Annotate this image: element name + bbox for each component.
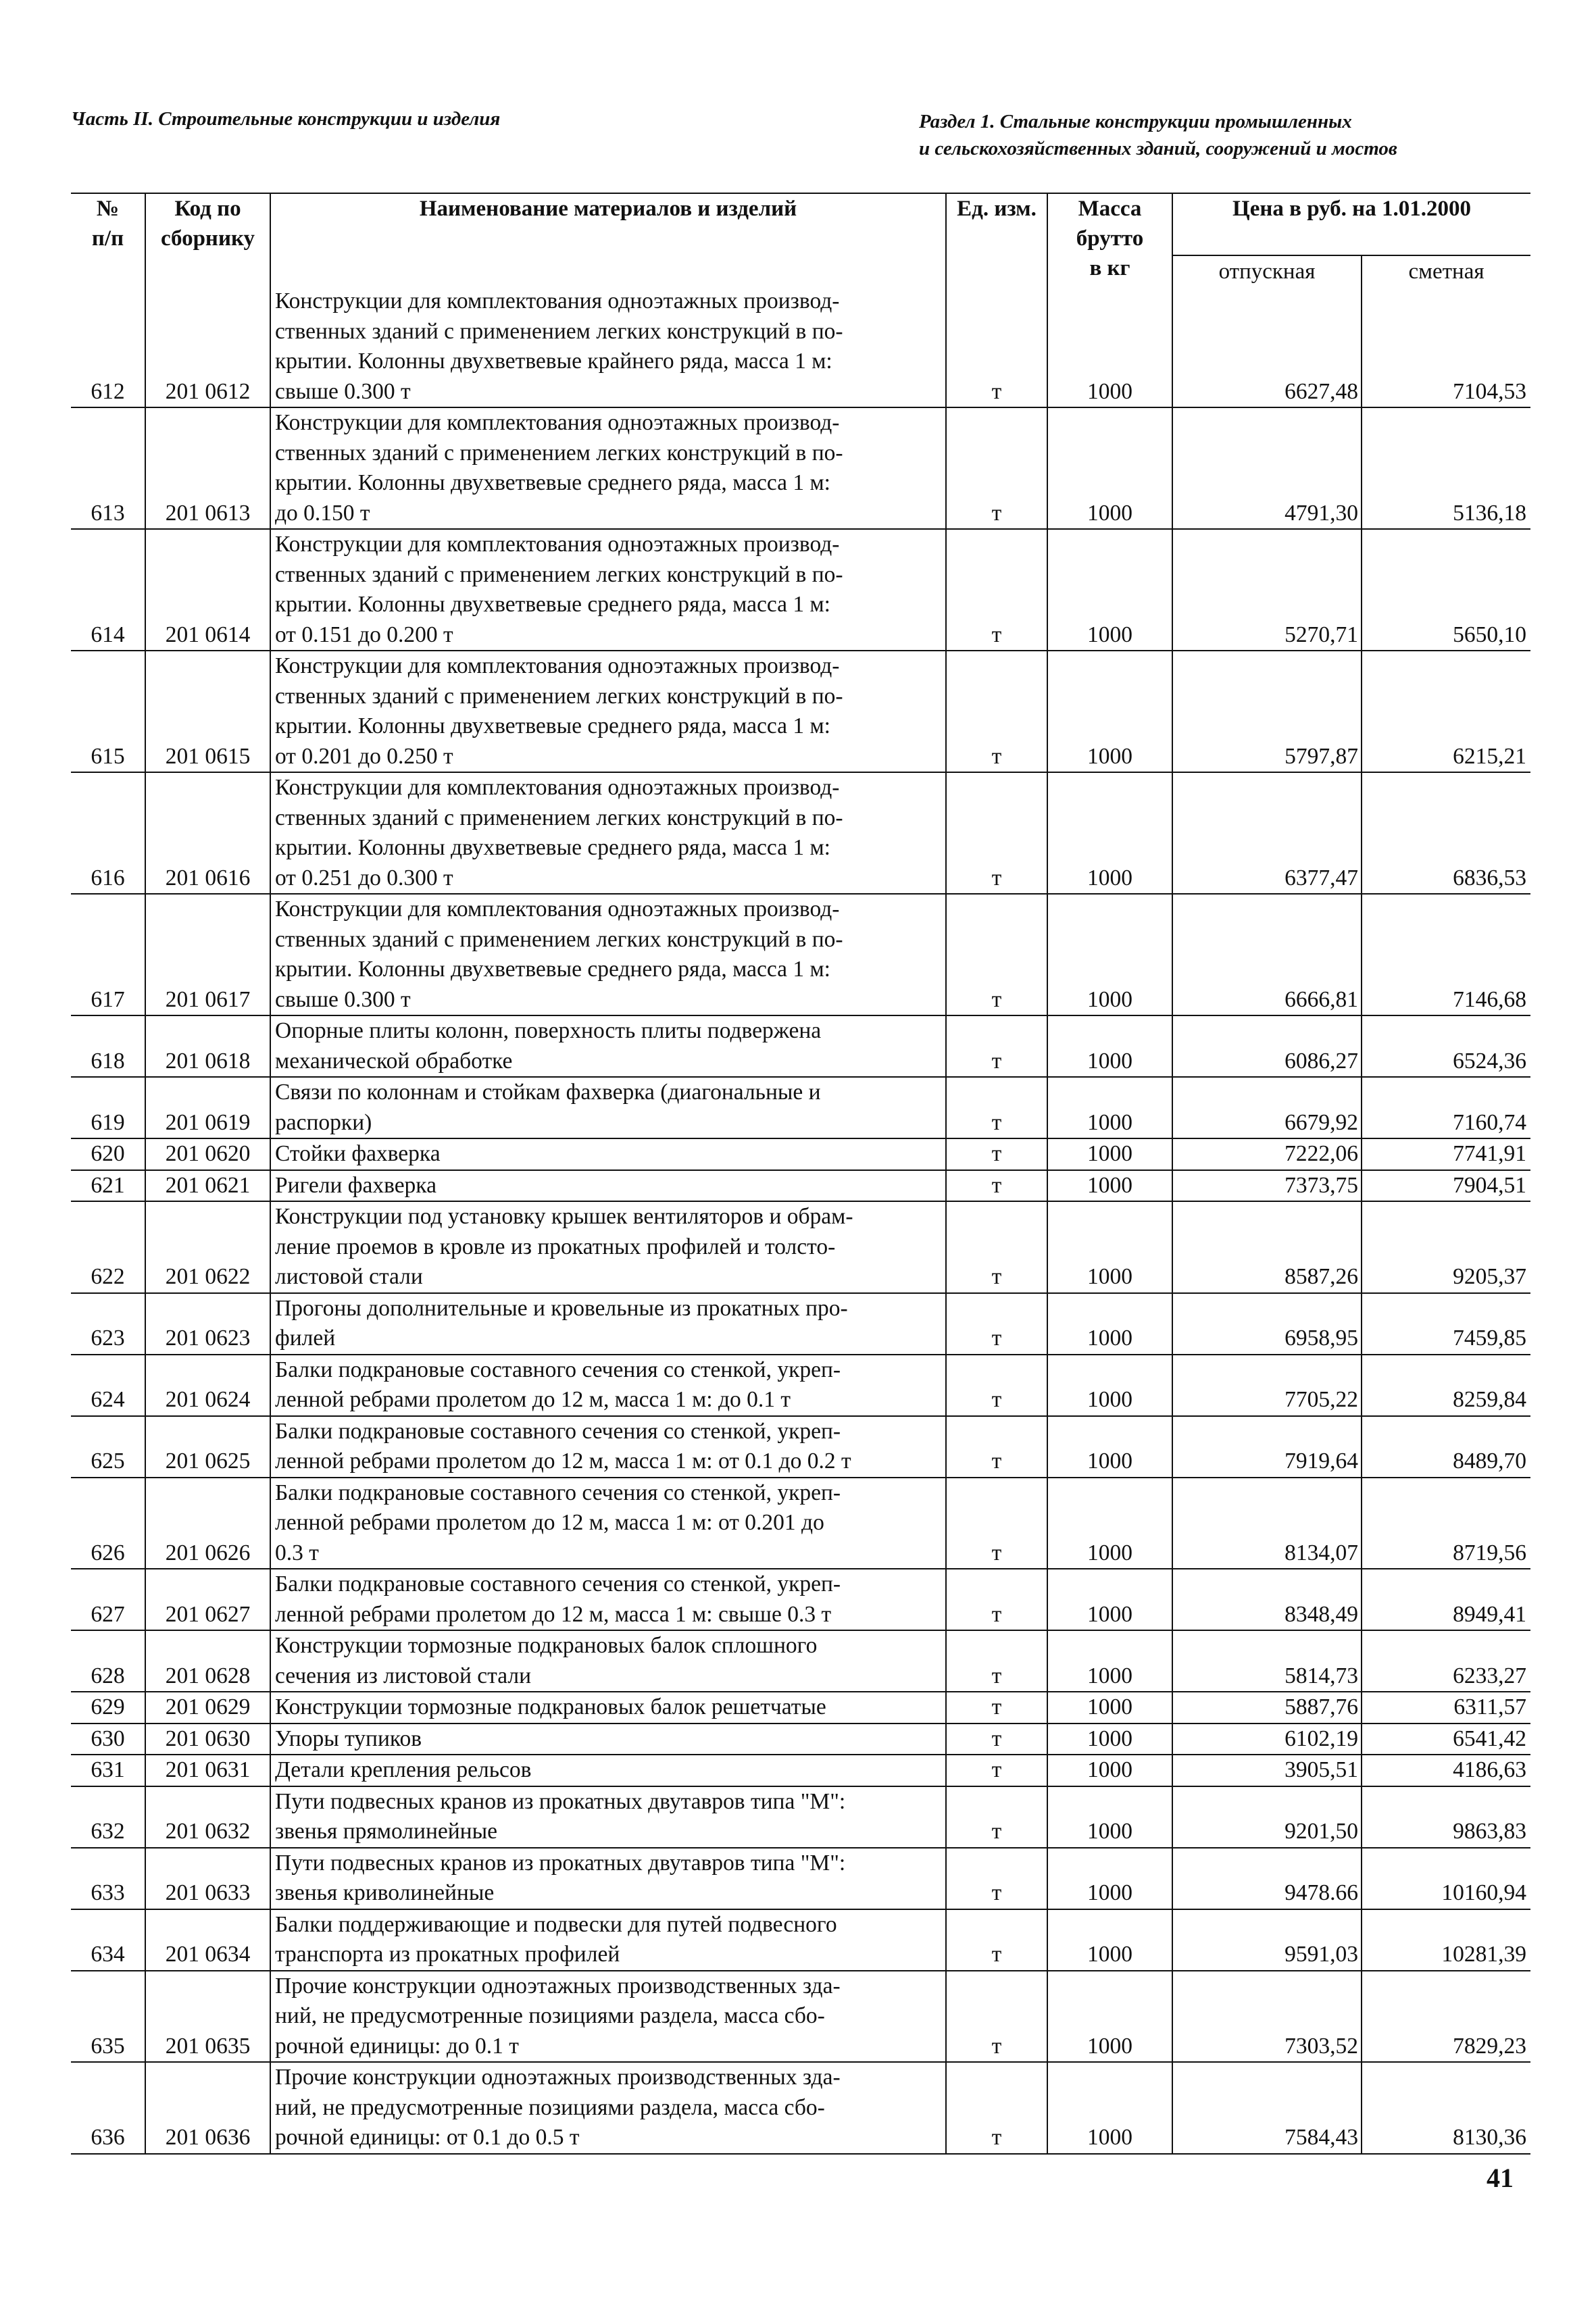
row-price-release: 8587,26 bbox=[1172, 1201, 1362, 1293]
row-price-release: 6377,47 bbox=[1172, 772, 1362, 894]
row-code: 201 0634 bbox=[145, 1909, 270, 1971]
table-row bbox=[71, 286, 1530, 407]
row-code: 201 0635 bbox=[145, 1971, 270, 2063]
row-price-estimate: 5136,18 bbox=[1362, 407, 1530, 529]
row-name: Конструкции тормозные подкрановых балок сплошного сечения из листовой стали bbox=[270, 1630, 946, 1692]
col-header-price-release: отпускная bbox=[1172, 255, 1362, 286]
row-mass: 1000 bbox=[1047, 1416, 1172, 1478]
row-mass: 1000 bbox=[1047, 1478, 1172, 1569]
table-row bbox=[71, 1355, 1530, 1416]
row-num: 632 bbox=[71, 1786, 145, 1848]
row-num: 635 bbox=[71, 1971, 145, 2063]
row-name: Опорные плиты колонн, поверхность плиты подвержена механической обработке bbox=[270, 1015, 946, 1077]
row-price-estimate: 6541,42 bbox=[1362, 1724, 1530, 1755]
row-name: Балки поддерживающие и подвески для путей подвесного транспорта из прокатных профилей bbox=[270, 1909, 946, 1971]
row-mass: 1000 bbox=[1047, 1630, 1172, 1692]
row-unit: т bbox=[946, 1909, 1047, 1971]
page-number: 41 bbox=[1487, 2163, 1514, 2193]
row-num: 613 bbox=[71, 407, 145, 529]
row-name: Конструкции под установку крышек вентиляторов и обрам- ление проемов в кровле из прокатных профилей и толсто- листовой стали bbox=[270, 1201, 946, 1293]
row-name: Балки подкрановые составного сечения со стенкой, укреп- ленной ребрами пролетом до 12 м, масса 1 м: от 0.201 до 0.3 т bbox=[270, 1478, 946, 1569]
table-body bbox=[71, 286, 1530, 2154]
row-price-release: 8348,49 bbox=[1172, 1569, 1362, 1630]
table-row bbox=[71, 1755, 1530, 1786]
row-mass: 1000 bbox=[1047, 1724, 1172, 1755]
row-price-release: 9591,03 bbox=[1172, 1909, 1362, 1971]
row-unit: т bbox=[946, 1201, 1047, 1293]
row-name: Конструкции для комплектования одноэтажных производ- ственных зданий с применением легких конструкций в по- крытии. Колонны двухветвевые среднего ряда, масса 1 м: от 0.201 до 0.250 т bbox=[270, 651, 946, 772]
row-unit: т bbox=[946, 1630, 1047, 1692]
row-unit: т bbox=[946, 1755, 1047, 1786]
row-unit: т bbox=[946, 1692, 1047, 1724]
row-price-estimate: 4186,63 bbox=[1362, 1755, 1530, 1786]
table-row bbox=[71, 1138, 1530, 1170]
table-row bbox=[71, 1201, 1530, 1293]
row-mass: 1000 bbox=[1047, 2062, 1172, 2154]
row-code: 201 0632 bbox=[145, 1786, 270, 1848]
row-num: 620 bbox=[71, 1138, 145, 1170]
row-code: 201 0613 bbox=[145, 407, 270, 529]
row-mass: 1000 bbox=[1047, 286, 1172, 407]
row-num: 631 bbox=[71, 1755, 145, 1786]
row-name: Балки подкрановые составного сечения со стенкой, укреп- ленной ребрами пролетом до 12 м, масса 1 м: от 0.1 до 0.2 т bbox=[270, 1416, 946, 1478]
row-name: Балки подкрановые составного сечения со стенкой, укреп- ленной ребрами пролетом до 12 м, масса 1 м: до 0.1 т bbox=[270, 1355, 946, 1416]
row-code: 201 0621 bbox=[145, 1170, 270, 1202]
row-price-estimate: 7904,51 bbox=[1362, 1170, 1530, 1202]
row-price-release: 6102,19 bbox=[1172, 1724, 1362, 1755]
table-row bbox=[71, 1848, 1530, 1909]
row-price-estimate: 7160,74 bbox=[1362, 1077, 1530, 1138]
row-code: 201 0622 bbox=[145, 1201, 270, 1293]
row-mass: 1000 bbox=[1047, 1786, 1172, 1848]
row-price-estimate: 9863,83 bbox=[1362, 1786, 1530, 1848]
row-num: 619 bbox=[71, 1077, 145, 1138]
row-price-estimate: 7104,53 bbox=[1362, 286, 1530, 407]
row-price-release: 7705,22 bbox=[1172, 1355, 1362, 1416]
row-price-estimate: 10160,94 bbox=[1362, 1848, 1530, 1909]
row-price-estimate: 8130,36 bbox=[1362, 2062, 1530, 2154]
row-code: 201 0614 bbox=[145, 529, 270, 651]
row-unit: т bbox=[946, 286, 1047, 407]
row-num: 633 bbox=[71, 1848, 145, 1909]
row-code: 201 0625 bbox=[145, 1416, 270, 1478]
table-row bbox=[71, 1077, 1530, 1138]
row-mass: 1000 bbox=[1047, 772, 1172, 894]
row-unit: т bbox=[946, 1170, 1047, 1202]
row-price-release: 5797,87 bbox=[1172, 651, 1362, 772]
row-price-estimate: 6524,36 bbox=[1362, 1015, 1530, 1077]
row-name: Балки подкрановые составного сечения со стенкой, укреп- ленной ребрами пролетом до 12 м, масса 1 м: свыше 0.3 т bbox=[270, 1569, 946, 1630]
row-unit: т bbox=[946, 1848, 1047, 1909]
row-num: 615 bbox=[71, 651, 145, 772]
row-code: 201 0619 bbox=[145, 1077, 270, 1138]
table-row bbox=[71, 1293, 1530, 1355]
row-code: 201 0612 bbox=[145, 286, 270, 407]
col-header-name: Наименование материалов и изделий bbox=[270, 193, 946, 286]
table-row bbox=[71, 1416, 1530, 1478]
row-mass: 1000 bbox=[1047, 1692, 1172, 1724]
row-name: Конструкции для комплектования одноэтажных производ- ственных зданий с применением легких конструкций в по- крытии. Колонны двухветвевые крайнего ряда, масса 1 м: свыше 0.300 т bbox=[270, 286, 946, 407]
row-unit: т bbox=[946, 651, 1047, 772]
row-name: Конструкции для комплектования одноэтажных производ- ственных зданий с применением легких конструкций в по- крытии. Колонны двухветвевые среднего ряда, масса 1 м: от 0.251 до 0.300 т bbox=[270, 772, 946, 894]
col-header-price-estimate: сметная bbox=[1408, 259, 1485, 284]
row-unit: т bbox=[946, 894, 1047, 1015]
row-unit: т bbox=[946, 1355, 1047, 1416]
row-name: Пути подвесных кранов из прокатных двутавров типа "М": звенья криволинейные bbox=[270, 1848, 946, 1909]
table-row bbox=[71, 407, 1530, 529]
row-code: 201 0628 bbox=[145, 1630, 270, 1692]
table-row bbox=[71, 1478, 1530, 1569]
row-price-estimate: 5650,10 bbox=[1362, 529, 1530, 651]
row-price-estimate: 6233,27 bbox=[1362, 1630, 1530, 1692]
row-mass: 1000 bbox=[1047, 1170, 1172, 1202]
row-price-estimate: 6311,57 bbox=[1362, 1692, 1530, 1724]
row-price-release: 3905,51 bbox=[1172, 1755, 1362, 1786]
row-num: 626 bbox=[71, 1478, 145, 1569]
table-row bbox=[71, 1170, 1530, 1202]
row-num: 630 bbox=[71, 1724, 145, 1755]
row-code: 201 0616 bbox=[145, 772, 270, 894]
table-row bbox=[71, 772, 1530, 894]
row-price-release: 6679,92 bbox=[1172, 1077, 1362, 1138]
row-unit: т bbox=[946, 1786, 1047, 1848]
row-name: Пути подвесных кранов из прокатных двутавров типа "М": звенья прямолинейные bbox=[270, 1786, 946, 1848]
row-price-release: 5887,76 bbox=[1172, 1692, 1362, 1724]
row-mass: 1000 bbox=[1047, 894, 1172, 1015]
row-price-release: 6666,81 bbox=[1172, 894, 1362, 1015]
row-price-release: 5270,71 bbox=[1172, 529, 1362, 651]
col-header-num: № п/п bbox=[71, 193, 145, 286]
row-name: Связи по колоннам и стойкам фахверка (диагональные и распорки) bbox=[270, 1077, 946, 1138]
row-unit: т bbox=[946, 529, 1047, 651]
row-price-release: 8134,07 bbox=[1172, 1478, 1362, 1569]
row-price-estimate: 7146,68 bbox=[1362, 894, 1530, 1015]
row-code: 201 0626 bbox=[145, 1478, 270, 1569]
row-name: Конструкции для комплектования одноэтажных производ- ственных зданий с применением легких конструкций в по- крытии. Колонны двухветвевые среднего ряда, масса 1 м: свыше 0.300 т bbox=[270, 894, 946, 1015]
table-row bbox=[71, 1971, 1530, 2063]
row-price-estimate: 7829,23 bbox=[1362, 1971, 1530, 2063]
row-unit: т bbox=[946, 772, 1047, 894]
row-unit: т bbox=[946, 1077, 1047, 1138]
row-price-release: 7584,43 bbox=[1172, 2062, 1362, 2154]
row-mass: 1000 bbox=[1047, 1909, 1172, 1971]
table-row bbox=[71, 1724, 1530, 1755]
col-header-price-group: Цена в руб. на 1.01.2000 bbox=[1172, 193, 1530, 255]
row-mass: 1000 bbox=[1047, 1015, 1172, 1077]
row-num: 612 bbox=[71, 286, 145, 407]
running-header-right-line2: и сельскохозяйственных зданий, сооружений и мостов bbox=[919, 138, 1397, 159]
row-price-release: 7303,52 bbox=[1172, 1971, 1362, 2063]
row-num: 624 bbox=[71, 1355, 145, 1416]
table-row bbox=[71, 1630, 1530, 1692]
row-code: 201 0630 bbox=[145, 1724, 270, 1755]
row-mass: 1000 bbox=[1047, 1138, 1172, 1170]
row-num: 627 bbox=[71, 1569, 145, 1630]
col-header-mass: Масса брутто в кг bbox=[1047, 193, 1172, 286]
row-price-release: 5814,73 bbox=[1172, 1630, 1362, 1692]
running-header-right-line1: Раздел 1. Стальные конструкции промышленных bbox=[919, 111, 1352, 132]
row-unit: т bbox=[946, 407, 1047, 529]
row-num: 621 bbox=[71, 1170, 145, 1202]
row-code: 201 0636 bbox=[145, 2062, 270, 2154]
row-price-estimate: 7459,85 bbox=[1362, 1293, 1530, 1355]
row-mass: 1000 bbox=[1047, 1971, 1172, 2063]
row-name: Стойки фахверка bbox=[270, 1138, 946, 1170]
row-name: Упоры тупиков bbox=[270, 1724, 946, 1755]
row-code: 201 0617 bbox=[145, 894, 270, 1015]
table-row bbox=[71, 651, 1530, 772]
row-code: 201 0624 bbox=[145, 1355, 270, 1416]
row-price-release: 7222,06 bbox=[1172, 1138, 1362, 1170]
row-name: Конструкции тормозные подкрановых балок решетчатые bbox=[270, 1692, 946, 1724]
row-price-estimate: 7741,91 bbox=[1362, 1138, 1530, 1170]
row-code: 201 0623 bbox=[145, 1293, 270, 1355]
row-num: 617 bbox=[71, 894, 145, 1015]
row-code: 201 0629 bbox=[145, 1692, 270, 1724]
row-code: 201 0618 bbox=[145, 1015, 270, 1077]
running-header-right bbox=[919, 108, 1397, 162]
table-row bbox=[71, 2062, 1530, 2154]
row-code: 201 0631 bbox=[145, 1755, 270, 1786]
row-mass: 1000 bbox=[1047, 1293, 1172, 1355]
row-code: 201 0633 bbox=[145, 1848, 270, 1909]
row-num: 629 bbox=[71, 1692, 145, 1724]
row-name: Ригели фахверка bbox=[270, 1170, 946, 1202]
row-unit: т bbox=[946, 1293, 1047, 1355]
row-mass: 1000 bbox=[1047, 407, 1172, 529]
row-price-release: 4791,30 bbox=[1172, 407, 1362, 529]
col-header-unit: Ед. изм. bbox=[946, 193, 1047, 286]
row-mass: 1000 bbox=[1047, 1755, 1172, 1786]
row-price-release: 7373,75 bbox=[1172, 1170, 1362, 1202]
row-price-estimate: 8259,84 bbox=[1362, 1355, 1530, 1416]
row-num: 622 bbox=[71, 1201, 145, 1293]
row-price-release: 9478.66 bbox=[1172, 1848, 1362, 1909]
running-header-left: Часть II. Строительные конструкции и изделия bbox=[71, 108, 501, 130]
row-name: Конструкции для комплектования одноэтажных производ- ственных зданий с применением легких конструкций в по- крытии. Колонны двухветвевые среднего ряда, масса 1 м: от 0.151 до 0.200 т bbox=[270, 529, 946, 651]
row-code: 201 0620 bbox=[145, 1138, 270, 1170]
row-num: 623 bbox=[71, 1293, 145, 1355]
row-name: Конструкции для комплектования одноэтажных производ- ственных зданий с применением легких конструкций в по- крытии. Колонны двухветвевые среднего ряда, масса 1 м: до 0.150 т bbox=[270, 407, 946, 529]
row-num: 625 bbox=[71, 1416, 145, 1478]
table-row bbox=[71, 1569, 1530, 1630]
row-unit: т bbox=[946, 1569, 1047, 1630]
row-name: Прочие конструкции одноэтажных производственных зда- ний, не предусмотренные позициями раздела, масса сбо- рочной единицы: от 0.1 до 0.5 т bbox=[270, 2062, 946, 2154]
row-unit: т bbox=[946, 1015, 1047, 1077]
row-code: 201 0627 bbox=[145, 1569, 270, 1630]
row-name: Прогоны дополнительные и кровельные из прокатных про- филей bbox=[270, 1293, 946, 1355]
row-name: Прочие конструкции одноэтажных производственных зда- ний, не предусмотренные позициями раздела, масса сбо- рочной единицы: до 0.1 т bbox=[270, 1971, 946, 2063]
table-row bbox=[71, 529, 1530, 651]
row-mass: 1000 bbox=[1047, 1201, 1172, 1293]
row-unit: т bbox=[946, 1724, 1047, 1755]
row-mass: 1000 bbox=[1047, 651, 1172, 772]
row-price-release: 7919,64 bbox=[1172, 1416, 1362, 1478]
row-unit: т bbox=[946, 1416, 1047, 1478]
col-header-code: Код по сборнику bbox=[145, 193, 270, 286]
price-table bbox=[71, 193, 1530, 2155]
row-code: 201 0615 bbox=[145, 651, 270, 772]
table-row bbox=[71, 1909, 1530, 1971]
row-num: 634 bbox=[71, 1909, 145, 1971]
row-price-release: 6086,27 bbox=[1172, 1015, 1362, 1077]
row-unit: т bbox=[946, 1138, 1047, 1170]
table-row bbox=[71, 1015, 1530, 1077]
row-name: Детали крепления рельсов bbox=[270, 1755, 946, 1786]
table-row bbox=[71, 1786, 1530, 1848]
row-num: 614 bbox=[71, 529, 145, 651]
row-price-release: 9201,50 bbox=[1172, 1786, 1362, 1848]
row-price-estimate: 6215,21 bbox=[1362, 651, 1530, 772]
row-unit: т bbox=[946, 2062, 1047, 2154]
row-num: 636 bbox=[71, 2062, 145, 2154]
row-num: 618 bbox=[71, 1015, 145, 1077]
row-price-estimate: 8949,41 bbox=[1362, 1569, 1530, 1630]
table-row bbox=[71, 1692, 1530, 1724]
row-mass: 1000 bbox=[1047, 529, 1172, 651]
row-unit: т bbox=[946, 1478, 1047, 1569]
row-price-release: 6627,48 bbox=[1172, 286, 1362, 407]
row-price-estimate: 9205,37 bbox=[1362, 1201, 1530, 1293]
row-mass: 1000 bbox=[1047, 1569, 1172, 1630]
row-mass: 1000 bbox=[1047, 1355, 1172, 1416]
row-mass: 1000 bbox=[1047, 1848, 1172, 1909]
row-num: 628 bbox=[71, 1630, 145, 1692]
row-unit: т bbox=[946, 1971, 1047, 2063]
row-price-estimate: 10281,39 bbox=[1362, 1909, 1530, 1971]
row-num: 616 bbox=[71, 772, 145, 894]
row-price-estimate: 6836,53 bbox=[1362, 772, 1530, 894]
row-mass: 1000 bbox=[1047, 1077, 1172, 1138]
row-price-estimate: 8719,56 bbox=[1362, 1478, 1530, 1569]
table-row bbox=[71, 894, 1530, 1015]
row-price-estimate: 8489,70 bbox=[1362, 1416, 1530, 1478]
row-price-release: 6958,95 bbox=[1172, 1293, 1362, 1355]
